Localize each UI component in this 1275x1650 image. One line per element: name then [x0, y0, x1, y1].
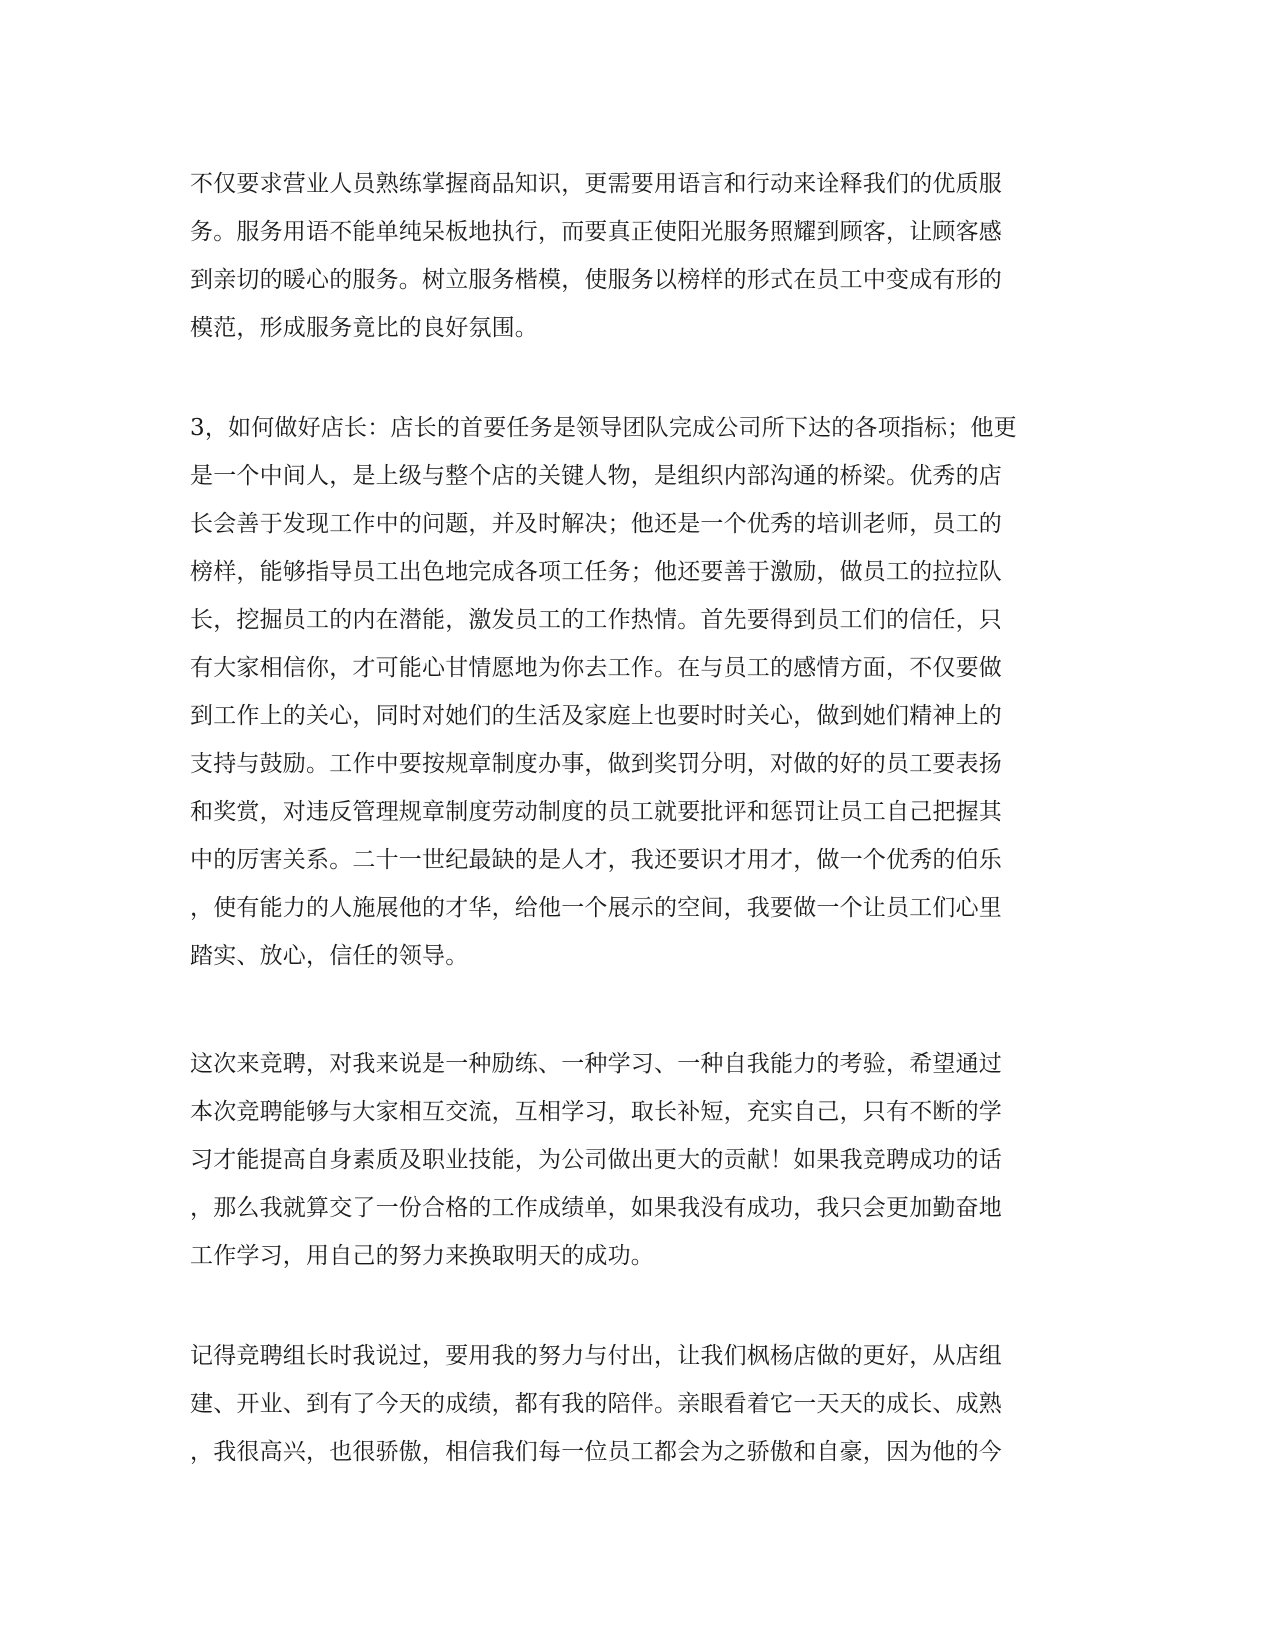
- text-line: 习才能提高自身素质及职业技能，为公司做出更大的贡献！如果我竞聘成功的话: [190, 1147, 1002, 1173]
- text-line: 这次来竞聘，对我来说是一种励练、一种学习、一种自我能力的考验，希望通过: [190, 1051, 1002, 1077]
- paragraph-service-standards: [190, 160, 1090, 352]
- text-line: 踏实、放心，信任的领导。: [190, 943, 469, 969]
- text-line: 到工作上的关心，同时对她们的生活及家庭上也要时时关心，做到她们精神上的: [190, 703, 1002, 729]
- paragraph-competition: [190, 1040, 1090, 1280]
- text-line: 和奖赏，对违反管理规章制度劳动制度的员工就要批评和惩罚让员工自己把握其: [190, 799, 1002, 825]
- text-line: 到亲切的暖心的服务。树立服务楷模，使服务以榜样的形式在员工中变成有形的: [190, 267, 1002, 293]
- paragraph-memories: [190, 1332, 1090, 1476]
- text-line: 榜样，能够指导员工出色地完成各项工任务；他还要善于激励，做员工的拉拉队: [190, 559, 1002, 585]
- text-line: 模范，形成服务竟比的良好氛围。: [190, 315, 538, 341]
- text-line: 本次竞聘能够与大家相互交流，互相学习，取长补短，充实自己，只有不断的学: [190, 1099, 1002, 1125]
- text-line: 工作学习，用自己的努力来换取明天的成功。: [190, 1243, 654, 1269]
- text-line: 长，挖掘员工的内在潜能，激发员工的工作热情。首先要得到员工们的信任，只: [190, 607, 1002, 633]
- text-line: 不仅要求营业人员熟练掌握商品知识，更需要用语言和行动来诠释我们的优质服: [190, 171, 1002, 197]
- text-line: 支持与鼓励。工作中要按规章制度办事，做到奖罚分明，对做的好的员工要表扬: [190, 751, 1002, 777]
- text-line: 中的厉害关系。二十一世纪最缺的是人才，我还要识才用才，做一个优秀的伯乐: [190, 847, 1002, 873]
- text-line: 长会善于发现工作中的问题，并及时解决；他还是一个优秀的培训老师，员工的: [190, 511, 1002, 537]
- text-line: 建、开业、到有了今天的成绩，都有我的陪伴。亲眼看着它一天天的成长、成熟: [190, 1391, 1002, 1417]
- text-line: ，那么我就算交了一份合格的工作成绩单，如果我没有成功，我只会更加勤奋地: [190, 1195, 1002, 1221]
- text-line: 3，如何做好店长：店长的首要任务是领导团队完成公司所下达的各项指标；他更: [190, 415, 1017, 441]
- text-line: 有大家相信你，才可能心甘情愿地为你去工作。在与员工的感情方面，不仅要做: [190, 655, 1002, 681]
- text-line: ，使有能力的人施展他的才华，给他一个展示的空间，我要做一个让员工们心里: [190, 895, 1002, 921]
- text-line: 务。服务用语不能单纯呆板地执行，而要真正使阳光服务照耀到顾客，让顾客感: [190, 219, 1002, 245]
- text-line: 记得竞聘组长时我说过，要用我的努力与付出，让我们枫杨店做的更好，从店组: [190, 1343, 1002, 1369]
- text-line: ，我很高兴，也很骄傲，相信我们每一位员工都会为之骄傲和自豪，因为他的今: [190, 1439, 1002, 1465]
- text-line: 是一个中间人，是上级与整个店的关键人物，是组织内部沟通的桥梁。优秀的店: [190, 463, 1002, 489]
- paragraph-store-manager: [190, 404, 1090, 980]
